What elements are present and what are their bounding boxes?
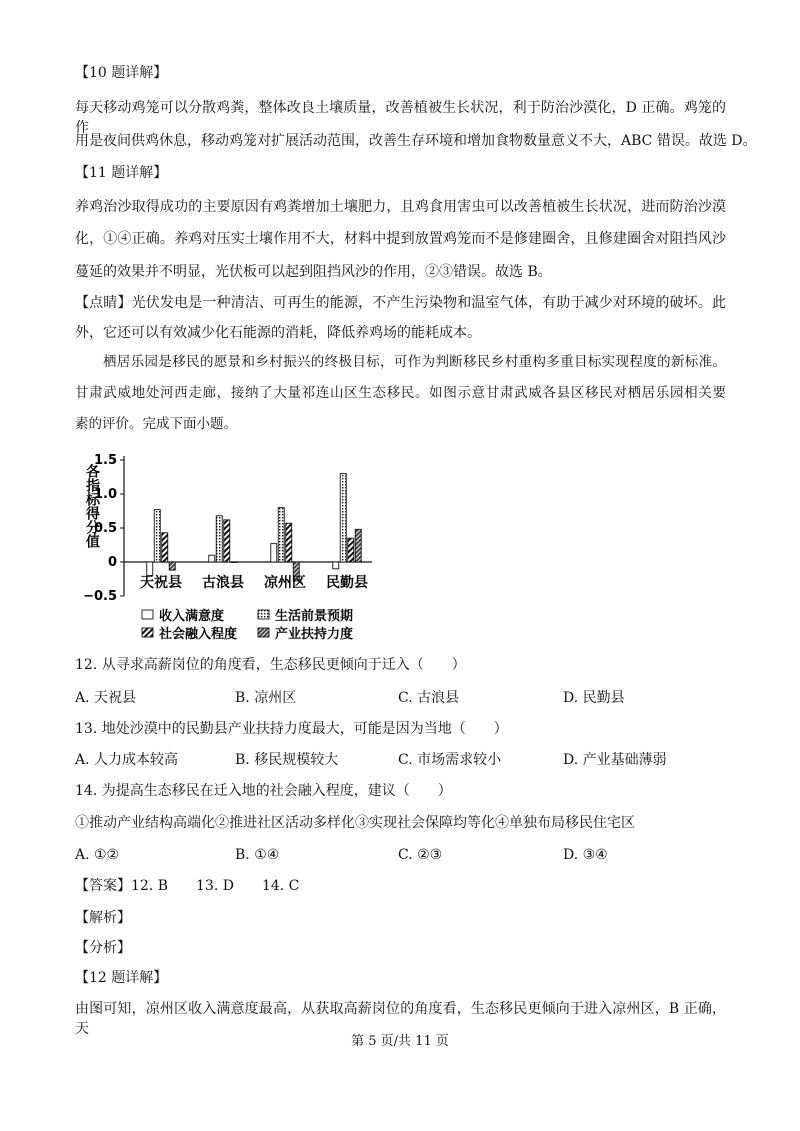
q14-option-a: A. ①② <box>75 847 120 863</box>
bar <box>278 508 284 562</box>
bar <box>340 474 346 562</box>
x-category-label: 民勤县 <box>326 575 368 592</box>
fenxi-heading: 【分析】 <box>75 940 131 956</box>
x-category-label: 凉州区 <box>264 575 306 592</box>
legend-label: 收入满意度 <box>159 609 225 624</box>
p10-title: 【10 题详解】 <box>75 65 168 81</box>
q13-option-d: D. 产业基础薄弱 <box>563 752 667 768</box>
y-tick-label: 1.0 <box>93 487 117 502</box>
question-14: 14. 为提高生态移民在迁入地的社会融入程度，建议（ ） <box>75 783 452 799</box>
q12-option-c: C. 古浪县 <box>398 690 460 706</box>
legend-label: 产业扶持力度 <box>275 627 354 642</box>
p11-line-3: 蔓延的效果并不明显，光伏板可以起到阻挡风沙的作用，②③错误。故选 B。 <box>75 264 552 280</box>
y-tick-label: 0.5 <box>93 521 117 536</box>
q12-option-b: B. 凉州区 <box>235 690 297 706</box>
jiexi-heading: 【解析】 <box>75 910 131 926</box>
material-line-3: 素的评价。完成下面小题。 <box>75 416 237 432</box>
legend-label: 社会融入程度 <box>159 627 238 642</box>
bar <box>355 529 361 562</box>
bar <box>286 523 292 562</box>
bar <box>333 562 339 569</box>
bar <box>169 562 175 570</box>
answer: 【答案】12. B 13. D 14. C <box>75 878 300 894</box>
q12-option-a: A. 天祝县 <box>75 690 137 706</box>
bar <box>147 562 153 576</box>
p10-line-1: 每天移动鸡笼可以分散鸡粪，整体改良土壤质量，改善植被生长状况，利于防治沙漠化，D 正确。鸡笼的作 <box>75 100 726 136</box>
y-tick-label: 1.5 <box>93 453 117 468</box>
p11-line-2: 化，①④正确。养鸡对压实土壤作用不大，材料中提到放置鸡笼而不是修建圈舍，且修建圈舍对阻挡风沙 <box>75 231 726 247</box>
bar <box>224 520 230 562</box>
legend-swatch <box>142 628 153 637</box>
legend-swatch <box>258 610 269 619</box>
bar <box>216 516 222 562</box>
q12-option-d: D. 民勤县 <box>563 690 625 706</box>
material-line-2: 甘肃武威地处河西走廊，接纳了大量祁连山区生态移民。如图示意甘肃武威各县区移民对栖居乐园相关要 <box>75 385 726 401</box>
q13-option-c: C. 市场需求较小 <box>398 752 502 768</box>
bar <box>209 555 215 562</box>
dianjing-line-1: 【点睛】光伏发电是一种清洁、可再生的能源，不产生污染物和温室气体，有助于减少对环境的破坏。此 <box>75 295 726 311</box>
q14-option-d: D. ③④ <box>563 847 608 863</box>
bar <box>348 538 354 562</box>
p10-line-2: 用是夜间供鸡休息，移动鸡笼对扩展活动范围，改善生存环境和增加食物数量意义不大，ABC 错误。故选 D。 <box>75 133 757 149</box>
x-category-label: 古浪县 <box>202 575 244 592</box>
legend-swatch <box>142 610 153 619</box>
q13-option-a: A. 人力成本较高 <box>75 752 179 768</box>
p11-title: 【11 题详解】 <box>75 165 168 181</box>
bar <box>154 510 160 562</box>
question-13: 13. 地处沙漠中的民勤县产业扶持力度最大，可能是因为当地（ ） <box>75 721 508 737</box>
y-tick-label: −0.5 <box>83 589 117 604</box>
material-line-1: 栖居乐园是移民的愿景和乡村振兴的终极目标，可作为判断移民乡村重构多重目标实现程度的新标准。 <box>103 354 726 370</box>
q14-option-c: C. ②③ <box>398 847 443 863</box>
p11-line-1: 养鸡治沙取得成功的主要原因有鸡粪增加土壤肥力，且鸡食用害虫可以改善植被生长状况，进而防治沙漠 <box>75 199 726 215</box>
p12-line-1: 由图可知，凉州区收入满意度最高，从获取高薪岗位的角度看，生态移民更倾向于进入凉州区，B 正确，天 <box>75 1001 726 1037</box>
q14-items: ①推动产业结构高端化②推进社区活动多样化③实现社会保障均等化④单独布局移民住宅区 <box>75 815 635 831</box>
page-footer: 第 5 页/共 11 页 <box>351 1034 449 1049</box>
dianjing-line-2: 外，它还可以有效减少化石能源的消耗，降低养鸡场的能耗成本。 <box>75 325 481 341</box>
legend-label: 生活前景预期 <box>275 609 354 624</box>
q13-option-b: B. 移民规模较大 <box>235 752 339 768</box>
p12-title: 【12 题详解】 <box>75 970 168 986</box>
bar <box>231 562 237 563</box>
legend-swatch <box>258 628 269 637</box>
bar-chart <box>72 448 392 644</box>
y-tick-label: 0 <box>107 555 117 570</box>
y-axis-label: 各指标得分值 <box>84 464 100 548</box>
bar <box>271 544 277 562</box>
q14-option-b: B. ①④ <box>235 847 280 863</box>
x-category-label: 天祝县 <box>140 575 182 592</box>
bar <box>162 533 168 562</box>
question-12: 12. 从寻求高薪岗位的角度看，生态移民更倾向于迁入（ ） <box>75 657 466 673</box>
